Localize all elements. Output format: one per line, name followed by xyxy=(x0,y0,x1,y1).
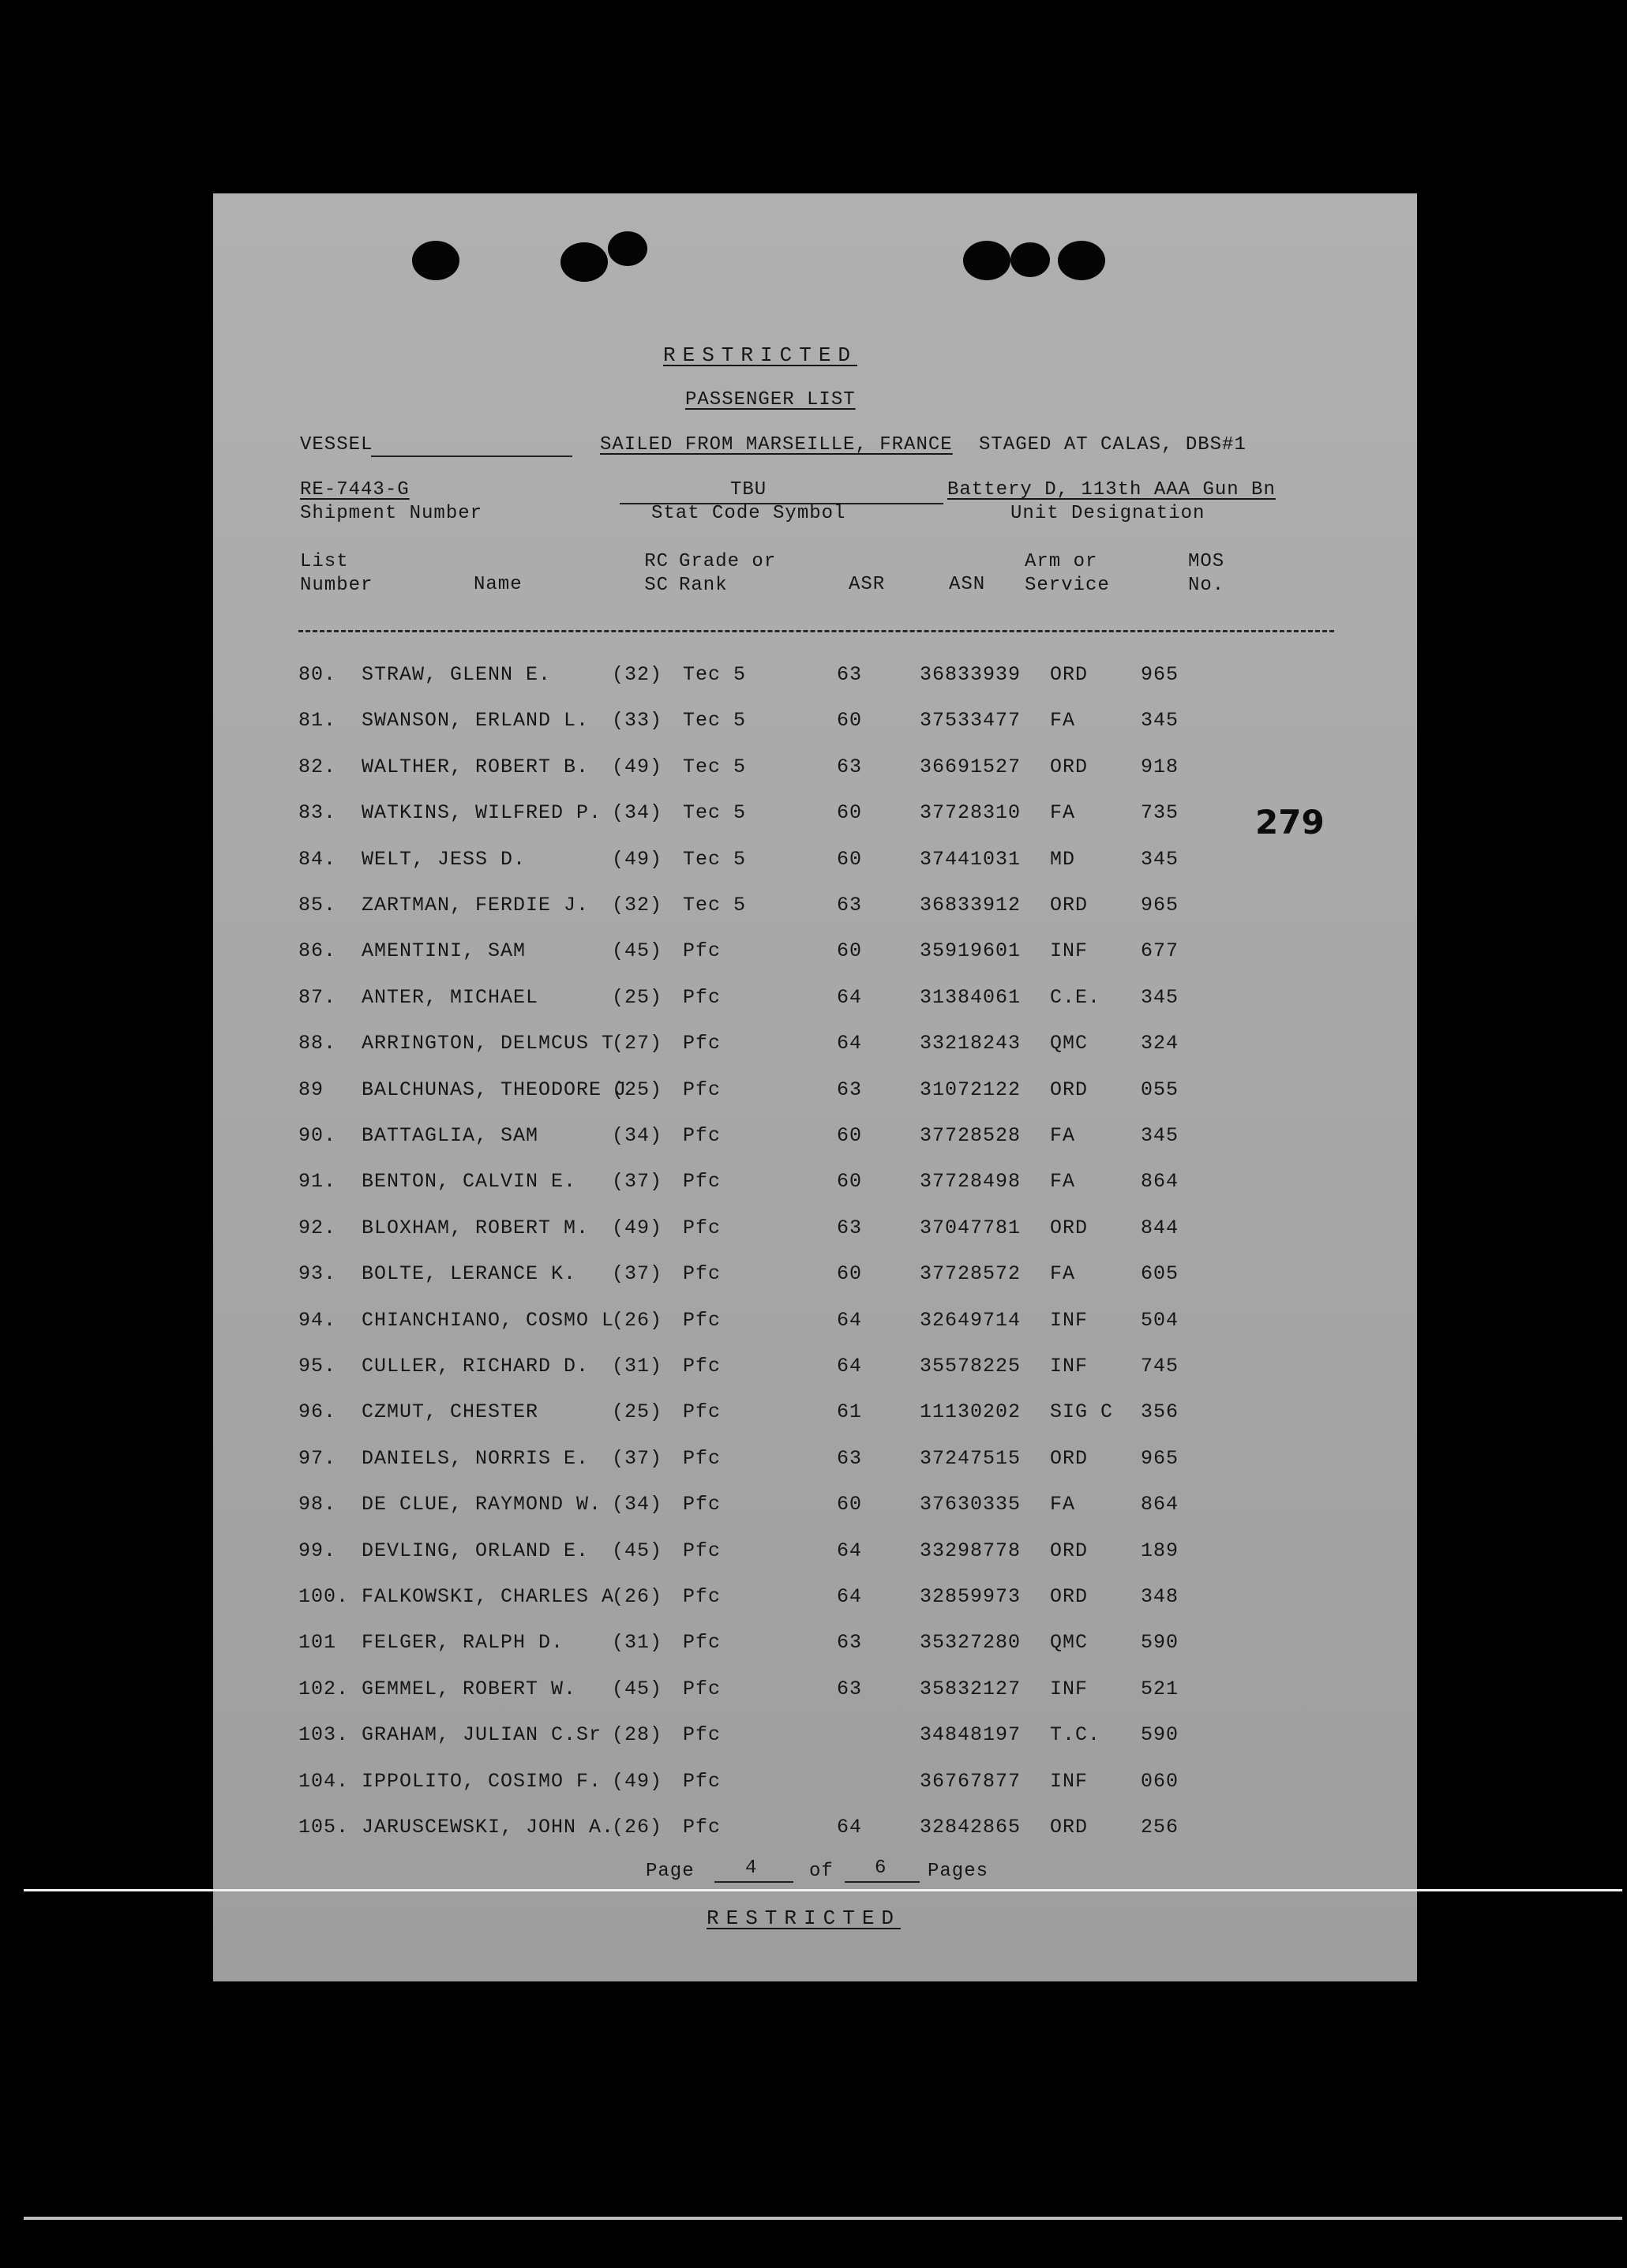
mos-number: 605 xyxy=(1141,1262,1179,1285)
mos-number: 918 xyxy=(1141,755,1179,778)
passenger-name: AMENTINI, SAM xyxy=(362,939,527,962)
list-number: 82. xyxy=(298,755,337,778)
mos-number: 745 xyxy=(1141,1355,1179,1378)
arm-service: ORD xyxy=(1050,1447,1089,1470)
table-row xyxy=(213,1262,1417,1294)
rc-sc: (37) xyxy=(612,1447,663,1470)
passenger-name: WATKINS, WILFRED P. xyxy=(362,801,602,824)
asr: 64 xyxy=(837,1309,863,1332)
table-row xyxy=(213,1400,1417,1432)
grade-rank: Tec 5 xyxy=(683,848,747,871)
passenger-name: ANTER, MICHAEL xyxy=(362,986,539,1009)
list-number: 101 xyxy=(298,1631,337,1654)
table-row xyxy=(213,1309,1417,1340)
header-divider xyxy=(298,630,1334,632)
list-number: 96. xyxy=(298,1400,337,1423)
asn: 35919601 xyxy=(920,939,1022,962)
mos-number: 345 xyxy=(1141,1124,1179,1147)
sailed-from: SAILED FROM MARSEILLE, FRANCE xyxy=(600,434,953,455)
unit-designation: Battery D, 113th AAA Gun Bn xyxy=(947,479,1276,500)
rc-sc: (25) xyxy=(612,1078,663,1101)
table-row xyxy=(213,1078,1417,1110)
list-number: 83. xyxy=(298,801,337,824)
table-row xyxy=(213,848,1417,879)
list-number: 105. xyxy=(298,1816,350,1839)
rc-sc: (25) xyxy=(612,1400,663,1423)
mos-number: 055 xyxy=(1141,1078,1179,1101)
grade-rank: Pfc xyxy=(683,1447,722,1470)
grade-rank: Pfc xyxy=(683,1723,722,1746)
arm-service: ORD xyxy=(1050,894,1089,917)
grade-rank: Pfc xyxy=(683,1078,722,1101)
asr: 63 xyxy=(837,663,863,686)
passenger-name: FALKOWSKI, CHARLES A xyxy=(362,1585,615,1608)
asn: 37728498 xyxy=(920,1170,1022,1193)
vessel-label: VESSEL xyxy=(300,434,373,455)
list-number: 86. xyxy=(298,939,337,962)
table-row xyxy=(213,755,1417,787)
mos-number: 965 xyxy=(1141,894,1179,917)
passenger-name: BENTON, CALVIN E. xyxy=(362,1170,577,1193)
punch-hole xyxy=(1010,242,1050,277)
passenger-name: BLOXHAM, ROBERT M. xyxy=(362,1216,590,1239)
mos-number: 844 xyxy=(1141,1216,1179,1239)
table-row xyxy=(213,986,1417,1018)
arm-service: ORD xyxy=(1050,663,1089,686)
asn: 37630335 xyxy=(920,1493,1022,1516)
column-header-list-number: List Number xyxy=(300,551,373,596)
grade-rank: Pfc xyxy=(683,1493,722,1516)
mos-number: 324 xyxy=(1141,1032,1179,1055)
page-stamp-number: 279 xyxy=(1255,803,1325,842)
table-row xyxy=(213,709,1417,740)
passenger-name: STRAW, GLENN E. xyxy=(362,663,552,686)
mos-number: 864 xyxy=(1141,1493,1179,1516)
arm-service: ORD xyxy=(1050,755,1089,778)
table-row xyxy=(213,1585,1417,1617)
arm-service: ORD xyxy=(1050,1216,1089,1239)
list-number: 94. xyxy=(298,1309,337,1332)
mos-number: 590 xyxy=(1141,1723,1179,1746)
grade-rank: Pfc xyxy=(683,1032,722,1055)
footer-total-pages: 6 xyxy=(875,1858,887,1879)
asn: 37728310 xyxy=(920,801,1022,824)
asr: 63 xyxy=(837,1078,863,1101)
arm-service: MD xyxy=(1050,848,1076,871)
passenger-name: GRAHAM, JULIAN C.Sr xyxy=(362,1723,602,1746)
asr: 60 xyxy=(837,1124,863,1147)
list-number: 95. xyxy=(298,1355,337,1378)
mos-number: 965 xyxy=(1141,663,1179,686)
column-header-asr: ASR xyxy=(849,574,886,595)
passenger-name: IPPOLITO, COSIMO F. xyxy=(362,1770,602,1793)
arm-service: INF xyxy=(1050,939,1089,962)
table-row xyxy=(213,939,1417,971)
shipment-number: RE-7443-G xyxy=(300,479,410,500)
stat-code: TBU xyxy=(730,479,767,500)
arm-service: ORD xyxy=(1050,1816,1089,1839)
asr: 60 xyxy=(837,939,863,962)
asr: 64 xyxy=(837,1539,863,1562)
grade-rank: Pfc xyxy=(683,1309,722,1332)
table-row xyxy=(213,1493,1417,1524)
column-header-mos: MOS No. xyxy=(1188,551,1225,596)
list-number: 91. xyxy=(298,1170,337,1193)
table-row xyxy=(213,1355,1417,1386)
list-number: 80. xyxy=(298,663,337,686)
column-header-rc-sc: RC SC xyxy=(644,551,669,596)
list-number: 90. xyxy=(298,1124,337,1147)
punch-hole xyxy=(560,242,608,282)
footer-page-number: 4 xyxy=(745,1858,758,1879)
asn: 11130202 xyxy=(920,1400,1022,1423)
rc-sc: (28) xyxy=(612,1723,663,1746)
arm-service: FA xyxy=(1050,1170,1076,1193)
scan-artifact-line xyxy=(24,1889,1622,1891)
rc-sc: (32) xyxy=(612,663,663,686)
asr: 64 xyxy=(837,1355,863,1378)
arm-service: FA xyxy=(1050,709,1076,732)
list-number: 92. xyxy=(298,1216,337,1239)
grade-rank: Pfc xyxy=(683,1770,722,1793)
asr: 63 xyxy=(837,1678,863,1700)
asr: 63 xyxy=(837,1447,863,1470)
rc-sc: (26) xyxy=(612,1309,663,1332)
grade-rank: Pfc xyxy=(683,1262,722,1285)
mos-number: 348 xyxy=(1141,1585,1179,1608)
arm-service: FA xyxy=(1050,1262,1076,1285)
grade-rank: Tec 5 xyxy=(683,894,747,917)
grade-rank: Pfc xyxy=(683,1216,722,1239)
list-number: 100. xyxy=(298,1585,350,1608)
mos-number: 590 xyxy=(1141,1631,1179,1654)
list-number: 104. xyxy=(298,1770,350,1793)
grade-rank: Pfc xyxy=(683,1539,722,1562)
asn: 36833939 xyxy=(920,663,1022,686)
asn: 32842865 xyxy=(920,1816,1022,1839)
asn: 32649714 xyxy=(920,1309,1022,1332)
rc-sc: (49) xyxy=(612,1770,663,1793)
passenger-name: CHIANCHIANO, COSMO L xyxy=(362,1309,615,1332)
rc-sc: (31) xyxy=(612,1355,663,1378)
list-number: 81. xyxy=(298,709,337,732)
grade-rank: Tec 5 xyxy=(683,801,747,824)
asn: 36833912 xyxy=(920,894,1022,917)
rc-sc: (45) xyxy=(612,1678,663,1700)
passenger-name: JARUSCEWSKI, JOHN A. xyxy=(362,1816,615,1839)
arm-service: ORD xyxy=(1050,1078,1089,1101)
restricted-footer: RESTRICTED xyxy=(707,1906,902,1930)
grade-rank: Pfc xyxy=(683,1400,722,1423)
table-row xyxy=(213,1631,1417,1663)
passenger-name: SWANSON, ERLAND L. xyxy=(362,709,590,732)
asn: 33218243 xyxy=(920,1032,1022,1055)
arm-service: INF xyxy=(1050,1770,1089,1793)
asn: 37533477 xyxy=(920,709,1022,732)
document-title: PASSENGER LIST xyxy=(685,389,856,410)
scan-artifact-line-bottom xyxy=(24,2217,1622,2220)
passenger-name: BATTAGLIA, SAM xyxy=(362,1124,539,1147)
footer-of-word: of xyxy=(809,1861,834,1882)
asr: 63 xyxy=(837,1631,863,1654)
rc-sc: (37) xyxy=(612,1170,663,1193)
asn: 32859973 xyxy=(920,1585,1022,1608)
grade-rank: Pfc xyxy=(683,1585,722,1608)
list-number: 84. xyxy=(298,848,337,871)
table-row xyxy=(213,1539,1417,1571)
rc-sc: (45) xyxy=(612,939,663,962)
asr: 60 xyxy=(837,1262,863,1285)
asn: 36691527 xyxy=(920,755,1022,778)
rc-sc: (49) xyxy=(612,848,663,871)
asr: 64 xyxy=(837,1032,863,1055)
list-number: 98. xyxy=(298,1493,337,1516)
table-row xyxy=(213,894,1417,925)
grade-rank: Pfc xyxy=(683,1678,722,1700)
mos-number: 356 xyxy=(1141,1400,1179,1423)
asn: 37047781 xyxy=(920,1216,1022,1239)
mos-number: 677 xyxy=(1141,939,1179,962)
table-row xyxy=(213,1678,1417,1709)
rc-sc: (45) xyxy=(612,1539,663,1562)
list-number: 99. xyxy=(298,1539,337,1562)
passenger-name: ZARTMAN, FERDIE J. xyxy=(362,894,590,917)
restricted-header: RESTRICTED xyxy=(663,343,858,367)
passenger-name: WELT, JESS D. xyxy=(362,848,527,871)
rc-sc: (31) xyxy=(612,1631,663,1654)
mos-number: 521 xyxy=(1141,1678,1179,1700)
rc-sc: (49) xyxy=(612,755,663,778)
rc-sc: (34) xyxy=(612,1124,663,1147)
grade-rank: Pfc xyxy=(683,939,722,962)
grade-rank: Pfc xyxy=(683,1170,722,1193)
column-header-asn: ASN xyxy=(949,574,986,595)
document-sheet xyxy=(213,193,1417,1981)
grade-rank: Pfc xyxy=(683,1124,722,1147)
mos-number: 864 xyxy=(1141,1170,1179,1193)
mos-number: 504 xyxy=(1141,1309,1179,1332)
rc-sc: (49) xyxy=(612,1216,663,1239)
arm-service: ORD xyxy=(1050,1539,1089,1562)
table-row xyxy=(213,1216,1417,1248)
asr: 63 xyxy=(837,755,863,778)
mos-number: 965 xyxy=(1141,1447,1179,1470)
vessel-blank-line xyxy=(371,455,572,457)
list-number: 93. xyxy=(298,1262,337,1285)
asr: 63 xyxy=(837,894,863,917)
asn: 37441031 xyxy=(920,848,1022,871)
asr: 61 xyxy=(837,1400,863,1423)
mos-number: 256 xyxy=(1141,1816,1179,1839)
asn: 35327280 xyxy=(920,1631,1022,1654)
passenger-name: BALCHUNAS, THEODORE J xyxy=(362,1078,628,1101)
grade-rank: Tec 5 xyxy=(683,709,747,732)
arm-service: FA xyxy=(1050,1124,1076,1147)
asr: 60 xyxy=(837,1493,863,1516)
asn: 35578225 xyxy=(920,1355,1022,1378)
unit-designation-label: Unit Designation xyxy=(1010,503,1205,524)
mos-number: 735 xyxy=(1141,801,1179,824)
asn: 34848197 xyxy=(920,1723,1022,1746)
arm-service: FA xyxy=(1050,1493,1076,1516)
table-row xyxy=(213,1723,1417,1755)
table-row xyxy=(213,1770,1417,1801)
rc-sc: (25) xyxy=(612,986,663,1009)
asr: 60 xyxy=(837,801,863,824)
passenger-name: DANIELS, NORRIS E. xyxy=(362,1447,590,1470)
rc-sc: (27) xyxy=(612,1032,663,1055)
arm-service: QMC xyxy=(1050,1631,1089,1654)
arm-service: FA xyxy=(1050,801,1076,824)
arm-service: C.E. xyxy=(1050,986,1101,1009)
table-row xyxy=(213,1032,1417,1063)
rc-sc: (34) xyxy=(612,801,663,824)
total-pages-line xyxy=(845,1881,920,1883)
rc-sc: (32) xyxy=(612,894,663,917)
asn: 35832127 xyxy=(920,1678,1022,1700)
table-row xyxy=(213,801,1417,833)
passenger-name: CULLER, RICHARD D. xyxy=(362,1355,590,1378)
table-row xyxy=(213,1170,1417,1201)
grade-rank: Pfc xyxy=(683,1816,722,1839)
passenger-name: CZMUT, CHESTER xyxy=(362,1400,539,1423)
column-header-name: Name xyxy=(474,574,523,595)
arm-service: T.C. xyxy=(1050,1723,1101,1746)
passenger-name: BOLTE, LERANCE K. xyxy=(362,1262,577,1285)
punch-hole xyxy=(1058,241,1105,280)
arm-service: INF xyxy=(1050,1355,1089,1378)
page-number-line xyxy=(714,1881,793,1883)
grade-rank: Pfc xyxy=(683,986,722,1009)
list-number: 102. xyxy=(298,1678,350,1700)
grade-rank: Pfc xyxy=(683,1355,722,1378)
footer-page-word: Page xyxy=(646,1861,695,1882)
punch-hole xyxy=(412,241,459,280)
passenger-name: WALTHER, ROBERT B. xyxy=(362,755,590,778)
list-number: 89 xyxy=(298,1078,324,1101)
grade-rank: Tec 5 xyxy=(683,663,747,686)
footer-pages-word: Pages xyxy=(928,1861,989,1882)
asn: 37728528 xyxy=(920,1124,1022,1147)
passenger-name: FELGER, RALPH D. xyxy=(362,1631,564,1654)
asn: 37728572 xyxy=(920,1262,1022,1285)
grade-rank: Pfc xyxy=(683,1631,722,1654)
rc-sc: (37) xyxy=(612,1262,663,1285)
asr: 60 xyxy=(837,709,863,732)
list-number: 85. xyxy=(298,894,337,917)
punch-hole xyxy=(963,241,1010,280)
mos-number: 345 xyxy=(1141,848,1179,871)
mos-number: 060 xyxy=(1141,1770,1179,1793)
list-number: 103. xyxy=(298,1723,350,1746)
list-number: 97. xyxy=(298,1447,337,1470)
mos-number: 345 xyxy=(1141,709,1179,732)
asr: 60 xyxy=(837,1170,863,1193)
asn: 31072122 xyxy=(920,1078,1022,1101)
list-number: 88. xyxy=(298,1032,337,1055)
passenger-name: DE CLUE, RAYMOND W. xyxy=(362,1493,602,1516)
table-row xyxy=(213,1124,1417,1156)
asn: 37247515 xyxy=(920,1447,1022,1470)
rc-sc: (26) xyxy=(612,1585,663,1608)
stat-code-label: Stat Code Symbol xyxy=(651,503,846,524)
rc-sc: (34) xyxy=(612,1493,663,1516)
asr: 63 xyxy=(837,1216,863,1239)
asr: 64 xyxy=(837,1816,863,1839)
table-row xyxy=(213,663,1417,695)
mos-number: 189 xyxy=(1141,1539,1179,1562)
arm-service: SIG C xyxy=(1050,1400,1114,1423)
grade-rank: Tec 5 xyxy=(683,755,747,778)
asn: 36767877 xyxy=(920,1770,1022,1793)
passenger-name: DEVLING, ORLAND E. xyxy=(362,1539,590,1562)
arm-service: INF xyxy=(1050,1309,1089,1332)
staged-at: STAGED AT CALAS, DBS#1 xyxy=(979,434,1246,455)
passenger-name: GEMMEL, ROBERT W. xyxy=(362,1678,577,1700)
passenger-name: ARRINGTON, DELMCUS T xyxy=(362,1032,615,1055)
asn: 33298778 xyxy=(920,1539,1022,1562)
list-number: 87. xyxy=(298,986,337,1009)
shipment-number-label: Shipment Number xyxy=(300,503,483,524)
table-row xyxy=(213,1816,1417,1847)
asr: 64 xyxy=(837,986,863,1009)
arm-service: QMC xyxy=(1050,1032,1089,1055)
mos-number: 345 xyxy=(1141,986,1179,1009)
rc-sc: (33) xyxy=(612,709,663,732)
arm-service: INF xyxy=(1050,1678,1089,1700)
column-header-arm-service: Arm or Service xyxy=(1025,551,1110,596)
table-row xyxy=(213,1447,1417,1479)
arm-service: ORD xyxy=(1050,1585,1089,1608)
rc-sc: (26) xyxy=(612,1816,663,1839)
asn: 31384061 xyxy=(920,986,1022,1009)
asr: 64 xyxy=(837,1585,863,1608)
column-header-grade: Grade or Rank xyxy=(679,551,777,596)
asr: 60 xyxy=(837,848,863,871)
punch-hole xyxy=(608,231,647,266)
